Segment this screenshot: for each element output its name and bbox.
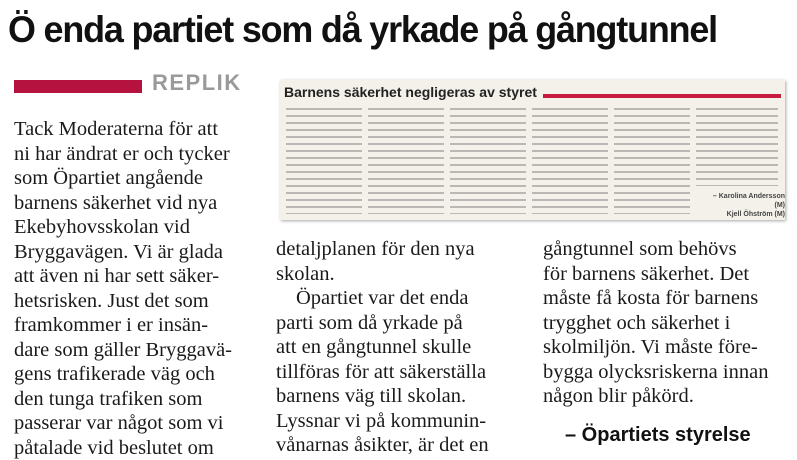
article-line: ni har ändrat er och tycker	[14, 142, 230, 165]
article-line: att en gångtunnel skulle	[276, 336, 472, 358]
article-line: vånarnas åsikter, är det en	[276, 434, 489, 456]
clipping-title	[284, 84, 781, 100]
article-line: gens trafikerade väg och	[14, 363, 215, 385]
headline: Ö enda partiet som då yrkade på gångtunnel	[8, 9, 717, 50]
article-line: tillföras för att säkerställa	[276, 360, 487, 383]
article-line: för barnens säkerhet. Det	[543, 262, 750, 285]
article-line: Lyssnar vi på kommunin-	[276, 409, 487, 432]
article-line: den tunga trafiken som	[14, 387, 203, 410]
clipping-signature	[704, 192, 785, 219]
article-signature: – Öpartiets styrelse	[565, 424, 751, 446]
article-column-2	[276, 237, 544, 458]
article-line: Ekebyhovsskolan vid	[14, 216, 190, 238]
section-accent-bar	[14, 80, 142, 93]
clipping-text-column	[286, 108, 362, 214]
clipping-signature-line: Kjell Öhström (M)	[726, 211, 785, 218]
article-line: skolmiljön. Vi måste före-	[543, 336, 758, 358]
article-line: som Öpartiet angående	[14, 167, 203, 189]
clipping-text-column	[450, 108, 526, 214]
article-line: påtalade vid beslutet om	[14, 436, 214, 459]
article-line: måste få kosta för barnens	[543, 287, 759, 309]
clipping-text-column	[532, 108, 608, 214]
article-line: parti som då yrkade på	[276, 311, 463, 334]
article-line: att även ni har sett säker-	[14, 265, 220, 287]
article-line: Tack Moderaterna för att	[14, 118, 219, 140]
clipping-title-text: Barnens säkerhet negligeras av styret	[284, 84, 543, 100]
article-column-1	[14, 117, 276, 460]
clipping-text-column	[368, 108, 444, 214]
article-line: trygghet och säkerhet i	[543, 311, 731, 334]
clipping-text-column	[696, 108, 778, 186]
article-line: passerar var något som vi	[14, 412, 224, 434]
article-line: barnens väg till skolan.	[276, 385, 467, 407]
article-line: detaljplanen för den nya	[276, 238, 475, 260]
article-line: dare som gäller Bryggavä-	[14, 338, 233, 361]
article-line: framkommer i er insän-	[14, 314, 209, 336]
article-line: bygga olycksriskerna innan	[543, 360, 769, 383]
clipping-signature-line: – Karolina Andersson (M)	[712, 193, 785, 209]
article-line: Bryggavägen. Vi är glada	[14, 240, 224, 263]
section-label: REPLIK	[152, 70, 242, 95]
article-line: gångtunnel som behövs	[543, 238, 737, 260]
article-column-3	[543, 237, 793, 409]
quoted-article-clipping	[280, 80, 785, 220]
clipping-text-column	[614, 108, 690, 214]
article-line: barnens säkerhet vid nya	[14, 191, 218, 214]
article-line: Öpartiet var det enda	[296, 287, 469, 309]
article-line: hetsrisken. Just det som	[14, 289, 209, 312]
article-line: skolan.	[276, 262, 335, 285]
article-line: någon blir påkörd.	[543, 385, 694, 407]
